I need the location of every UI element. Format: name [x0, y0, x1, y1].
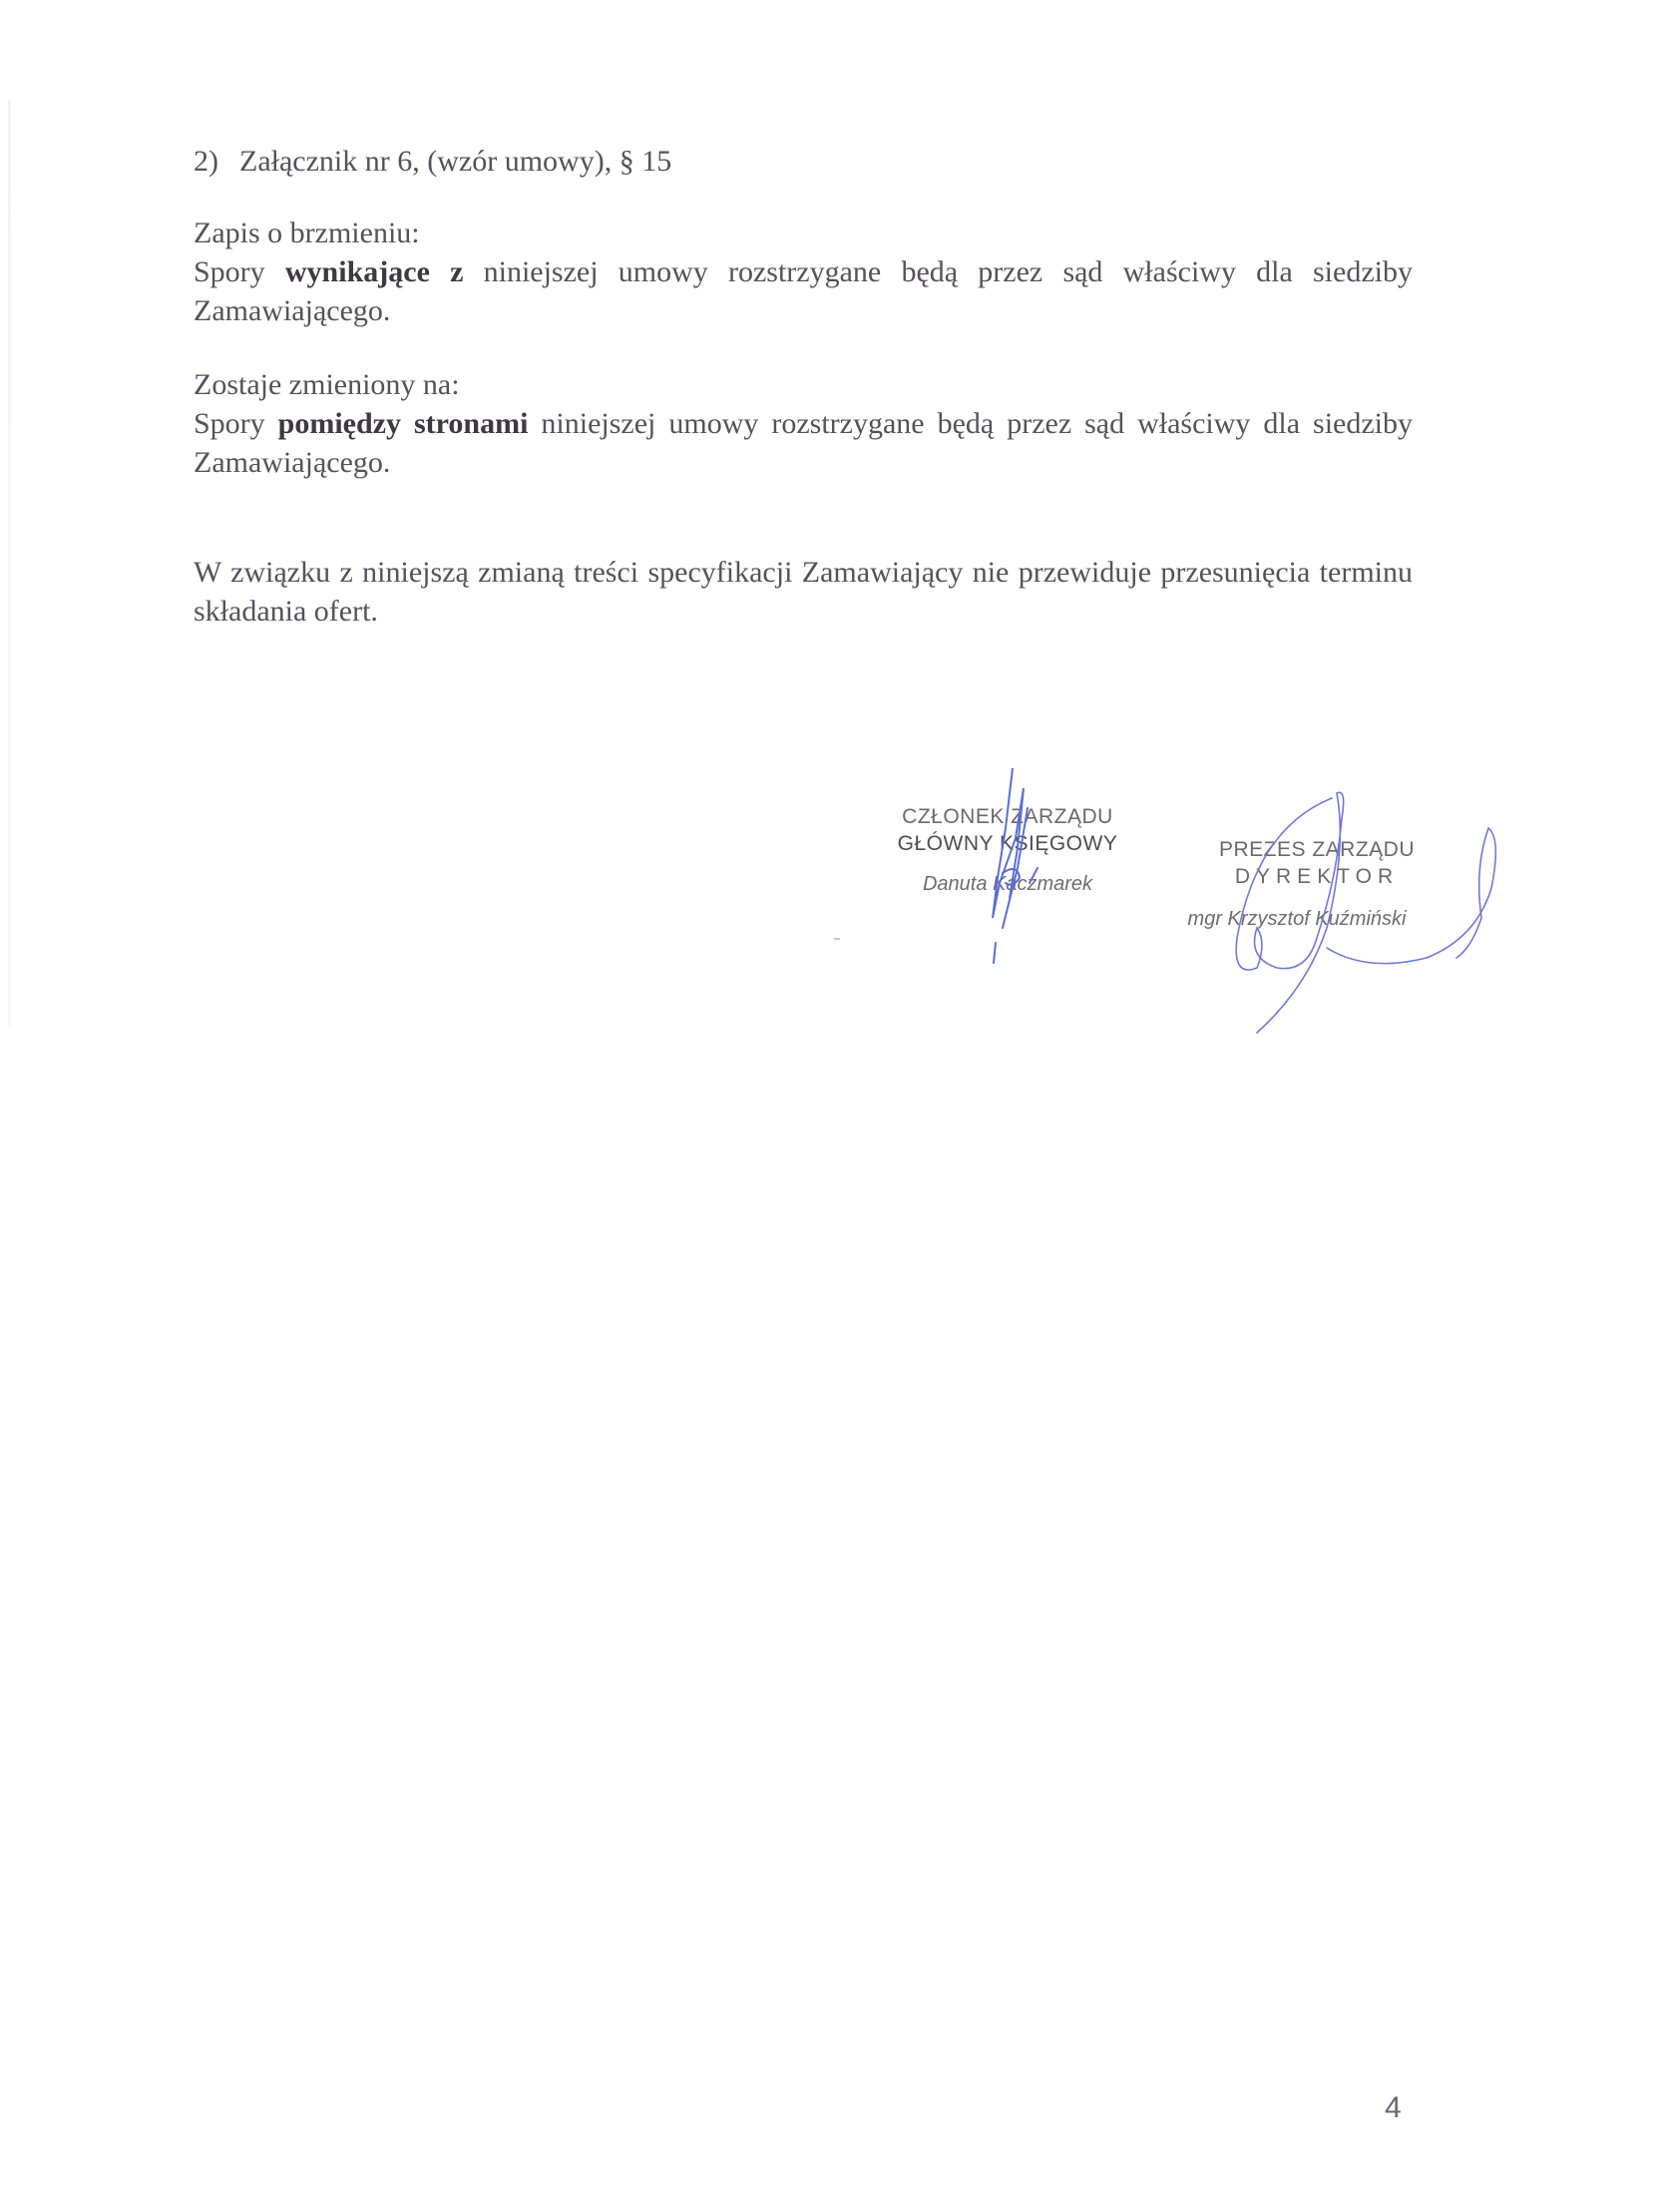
- stamp-title-line1: PREZES ZARZĄDU: [1218, 838, 1416, 861]
- amended-clause-text: [194, 404, 1413, 482]
- closing-paragraph: [194, 553, 1413, 631]
- closing-paragraph-text: W związku z niniejszą zmianą treści specyfikacji Zamawiający nie przewiduje przesunięcia terminu składania ofert.: [194, 556, 1413, 628]
- stamp-title-line2: GŁÓWNY KSIĘGOWY: [897, 832, 1118, 855]
- original-clause-intro: Zapis o brzmieniu:: [194, 217, 420, 249]
- clause-text-bold: pomiędzy stronami: [277, 407, 529, 440]
- clause-text-bold: wynikające z: [284, 255, 464, 288]
- section-title: Załącznik nr 6, (wzór umowy), § 15: [239, 145, 672, 178]
- scan-edge-line: [8, 100, 11, 1028]
- stamp-title-line1: CZŁONEK ZARZĄDU: [902, 805, 1113, 828]
- signature-stamp-accountant: [878, 803, 1137, 896]
- scan-speck: [834, 938, 840, 940]
- amended-clause-block: [194, 365, 1413, 482]
- amended-clause-intro: Zostaje zmieniony na:: [194, 368, 460, 401]
- clause-text-start: Spory: [194, 255, 285, 288]
- clause-text-rest: niniejszej umowy rozstrzygane będą przez sąd właściwy dla siedziby Zamawiającego.: [194, 407, 1413, 479]
- stamp-signer-name: Danuta Kaczmarek: [922, 873, 1093, 895]
- signature-stamp-president: [1187, 836, 1442, 931]
- section-number: 2): [194, 145, 218, 178]
- page-number: 4: [1385, 2091, 1402, 2124]
- original-clause-text: [194, 252, 1413, 330]
- original-clause-block: [194, 214, 1413, 330]
- clause-text-start: Spory: [194, 407, 278, 440]
- section-heading: [194, 142, 1413, 181]
- stamp-title-line2: DYREKTOR: [1234, 865, 1400, 888]
- clause-text-rest: niniejszej umowy rozstrzygane będą przez sąd właściwy dla siedziby Zamawiającego.: [194, 255, 1413, 327]
- stamp-signer-name: mgr Krzysztof Kuźmiński: [1187, 908, 1407, 930]
